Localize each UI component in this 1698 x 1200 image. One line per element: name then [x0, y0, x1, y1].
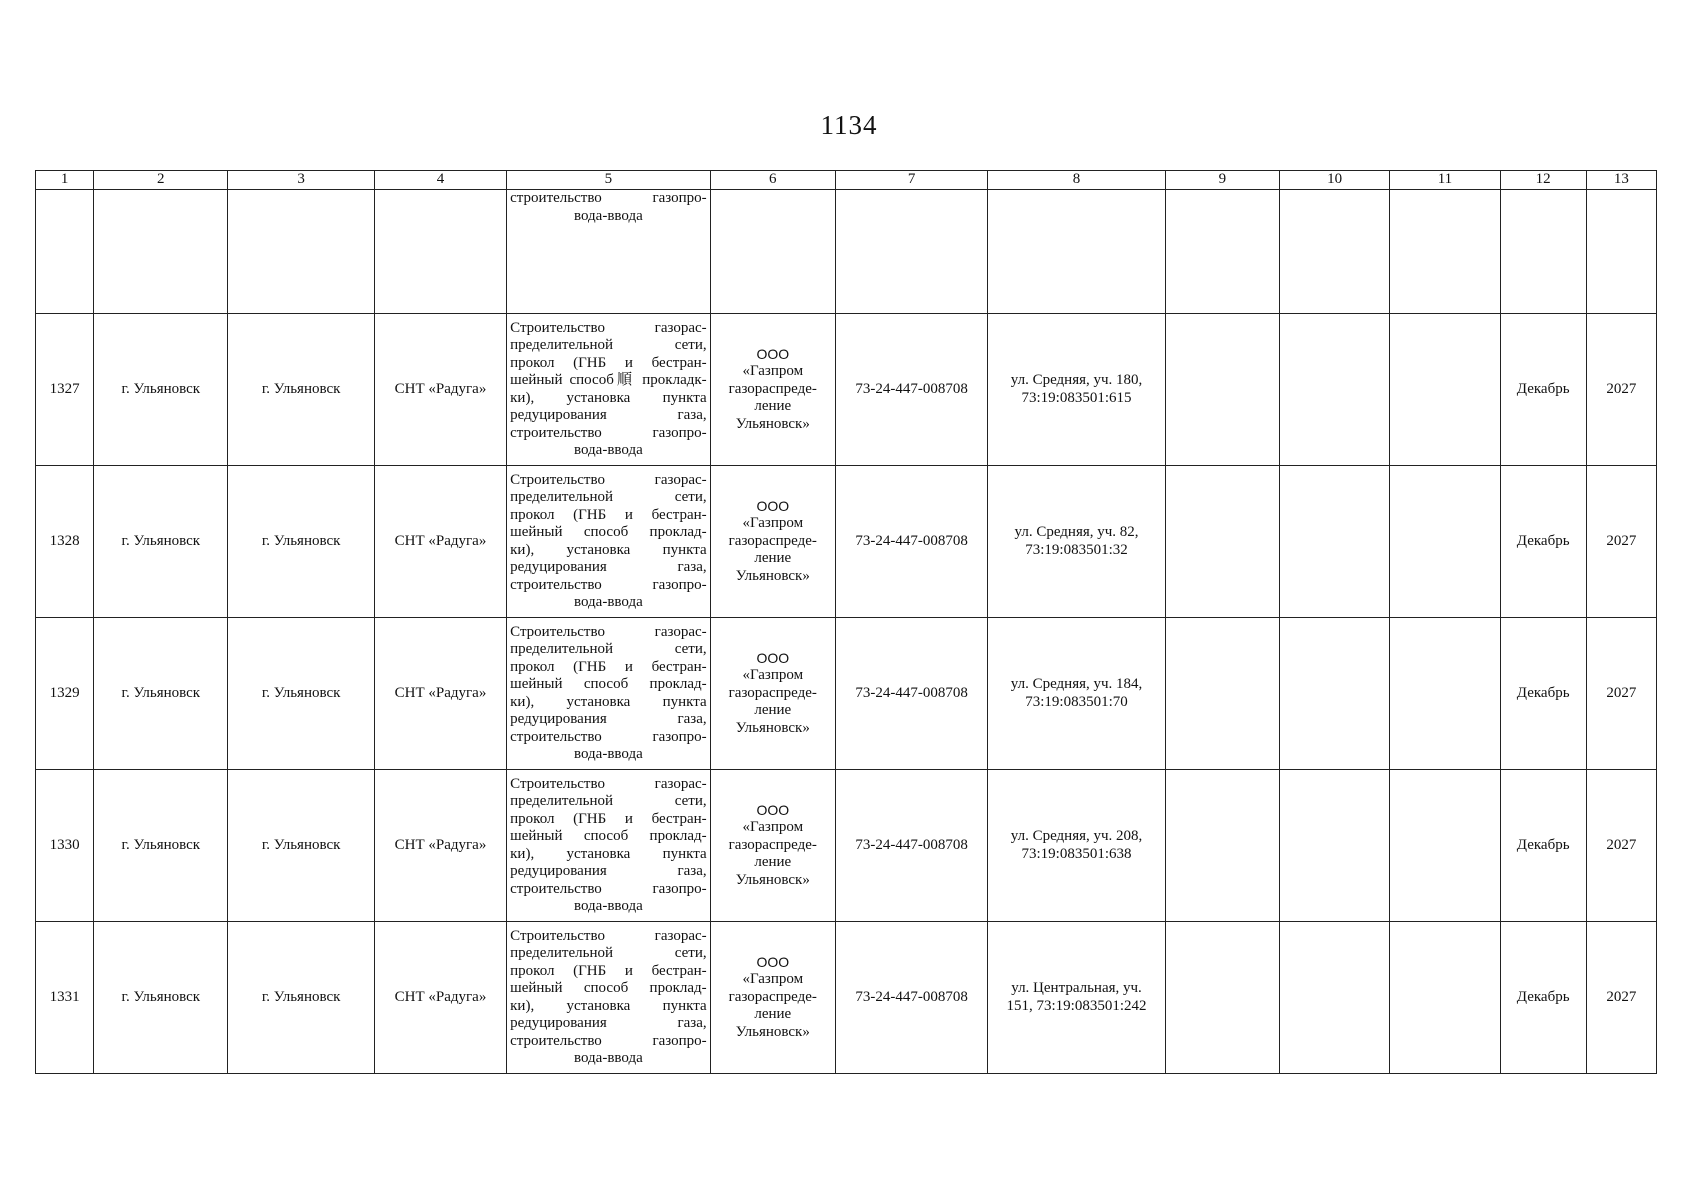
- cell-line: ление: [754, 702, 792, 719]
- district-cell: г. Ульяновск: [94, 618, 228, 770]
- cell-line: шейный способ проклад-: [510, 828, 707, 844]
- locality-cell: г. Ульяновск: [228, 314, 374, 466]
- table-row: [36, 770, 1657, 922]
- continued-row: [36, 190, 1657, 314]
- year-cell: 2027: [1586, 314, 1656, 466]
- column-header-5: 5: [507, 171, 711, 190]
- table-row: [36, 922, 1657, 1074]
- cell-line: строительство газопро-: [510, 576, 707, 593]
- cell-col-11: [1390, 922, 1500, 1074]
- work-description-cell: [507, 618, 711, 770]
- cell-col-9: [1165, 770, 1279, 922]
- cell-line: Ульяновск»: [735, 1023, 810, 1040]
- table-row: [36, 466, 1657, 618]
- cell-col-11: [1390, 190, 1500, 314]
- month-cell: Декабрь: [1500, 314, 1586, 466]
- address-cell: [988, 770, 1165, 922]
- cell-line: ление: [754, 550, 792, 567]
- locality-cell: г. Ульяновск: [228, 770, 374, 922]
- table-row: [36, 618, 1657, 770]
- locality-cell: г. Ульяновск: [228, 466, 374, 618]
- address-cell: [988, 618, 1165, 770]
- cell-line: «Газпром: [742, 667, 804, 684]
- cell-line: газораспреде-: [728, 988, 817, 1005]
- cell-line: «Газпром: [742, 819, 804, 836]
- district-cell: г. Ульяновск: [94, 770, 228, 922]
- cell-line: ление: [754, 854, 792, 871]
- column-header-2: 2: [94, 171, 228, 190]
- district-cell: г. Ульяновск: [94, 314, 228, 466]
- cell-col-4: [374, 190, 506, 314]
- cell-line: ки), установка пункта: [510, 997, 707, 1014]
- row-number: 1331: [36, 922, 94, 1074]
- organization-cell: [710, 314, 835, 466]
- code-cell: 73-24-447-008708: [835, 922, 987, 1074]
- cell-line: строительство газопро-: [510, 424, 707, 441]
- cell-line: «Газпром: [742, 971, 804, 988]
- cell-line: прокол (ГНБ и бестран-: [510, 658, 707, 675]
- cell-line: Строительство газорас-: [510, 927, 707, 944]
- cell-line: пределительной сети,: [510, 793, 707, 809]
- cell-col-3: [228, 190, 374, 314]
- cell-line: прокол (ГНБ и бестран-: [510, 506, 707, 523]
- year-cell: 2027: [1586, 922, 1656, 1074]
- district-cell: г. Ульяновск: [94, 466, 228, 618]
- cell-line: пределительной сети,: [510, 337, 707, 353]
- row-number: 1327: [36, 314, 94, 466]
- year-cell: 2027: [1586, 618, 1656, 770]
- cell-line: ление: [754, 398, 792, 415]
- object-cell: СНТ «Радуга»: [374, 770, 506, 922]
- cell-line: газораспреде-: [728, 836, 817, 853]
- column-header-10: 10: [1280, 171, 1390, 190]
- cell-line: вода-ввода: [574, 594, 643, 610]
- work-description-cell: [507, 466, 711, 618]
- column-header-12: 12: [1500, 171, 1586, 190]
- cell-line: вода-ввода: [574, 207, 643, 224]
- organization-cell: [710, 466, 835, 618]
- cell-line: Строительство газорас-: [510, 319, 707, 336]
- month-cell: Декабрь: [1500, 618, 1586, 770]
- table-body: [36, 171, 1657, 1074]
- column-header-4: 4: [374, 171, 506, 190]
- cell-line: газораспреде-: [728, 532, 817, 549]
- cell-line: строительство газопро-: [510, 880, 707, 897]
- cell-line: ООО: [756, 801, 790, 818]
- table-row: [36, 314, 1657, 466]
- cell-line: прокол (ГНБ и бестран-: [510, 962, 707, 979]
- district-cell: г. Ульяновск: [94, 922, 228, 1074]
- cell-col-8: [988, 190, 1165, 314]
- cell-line: ООО: [756, 649, 790, 666]
- cell-line: ки), установка пункта: [510, 541, 707, 558]
- object-cell: СНТ «Радуга»: [374, 618, 506, 770]
- header-row: [36, 171, 1657, 190]
- cell-col-9: [1165, 618, 1279, 770]
- cell-line: Ульяновск»: [735, 567, 810, 584]
- column-header-11: 11: [1390, 171, 1500, 190]
- cell-line: прокол (ГНБ и бестран-: [510, 810, 707, 827]
- work-description-cell: [507, 314, 711, 466]
- cell-line: ул. Средняя, уч. 184,: [1010, 676, 1143, 692]
- month-cell: Декабрь: [1500, 466, 1586, 618]
- cell-line: газораспреде-: [728, 380, 817, 397]
- cell-col-6: [710, 190, 835, 314]
- cell-line: 73:19:083501:615: [1021, 389, 1132, 406]
- code-cell: 73-24-447-008708: [835, 618, 987, 770]
- work-description-cell: [507, 770, 711, 922]
- register-table: [35, 170, 1657, 1074]
- month-cell: Декабрь: [1500, 770, 1586, 922]
- cell-col-11: [1390, 466, 1500, 618]
- column-header-7: 7: [835, 171, 987, 190]
- organization-cell: [710, 618, 835, 770]
- object-cell: СНТ «Радуга»: [374, 466, 506, 618]
- object-cell: СНТ «Радуга»: [374, 922, 506, 1074]
- cell-line: ООО: [756, 953, 790, 970]
- cell-col-13: [1586, 190, 1656, 314]
- address-cell: [988, 922, 1165, 1074]
- cell-line: «Газпром: [742, 515, 804, 532]
- work-description-cell: [507, 922, 711, 1074]
- month-cell: Декабрь: [1500, 922, 1586, 1074]
- cell-col-5: [507, 190, 711, 314]
- column-header-8: 8: [988, 171, 1165, 190]
- cell-line: Строительство газорас-: [510, 775, 707, 792]
- row-number: 1328: [36, 466, 94, 618]
- cell-col-9: [1165, 314, 1279, 466]
- locality-cell: г. Ульяновск: [228, 922, 374, 1074]
- cell-line: пределительной сети,: [510, 945, 707, 961]
- cell-line: 151, 73:19:083501:242: [1006, 997, 1147, 1014]
- address-cell: [988, 466, 1165, 618]
- column-header-9: 9: [1165, 171, 1279, 190]
- cell-col-11: [1390, 618, 1500, 770]
- cell-col-10: [1280, 190, 1390, 314]
- column-header-13: 13: [1586, 171, 1656, 190]
- cell-line: строительство газопро-: [510, 1032, 707, 1049]
- cell-line: ул. Средняя, уч. 180,: [1010, 372, 1143, 388]
- cell-line: Ульяновск»: [735, 415, 810, 432]
- column-header-3: 3: [228, 171, 374, 190]
- cell-col-10: [1280, 770, 1390, 922]
- cell-line: строительство газопро-: [510, 190, 707, 206]
- column-header-6: 6: [710, 171, 835, 190]
- column-header-1: 1: [36, 171, 94, 190]
- cell-line: прокол (ГНБ и бестран-: [510, 354, 707, 371]
- year-cell: 2027: [1586, 770, 1656, 922]
- cell-line: вода-ввода: [574, 442, 643, 458]
- year-cell: 2027: [1586, 466, 1656, 618]
- cell-line: пределительной сети,: [510, 641, 707, 657]
- cell-line: ки), установка пункта: [510, 693, 707, 710]
- cell-col-7: [835, 190, 987, 314]
- cell-line: Строительство газорас-: [510, 471, 707, 488]
- cell-line: ление: [754, 1006, 792, 1023]
- row-number: 1329: [36, 618, 94, 770]
- cell-col-10: [1280, 466, 1390, 618]
- cell-col-10: [1280, 314, 1390, 466]
- cell-col-9: [1165, 466, 1279, 618]
- locality-cell: г. Ульяновск: [228, 618, 374, 770]
- cell-line: ки), установка пункта: [510, 389, 707, 406]
- cell-line: редуцирования газа,: [510, 863, 707, 879]
- cell-col-12: [1500, 190, 1586, 314]
- cell-line: Строительство газорас-: [510, 623, 707, 640]
- object-cell: СНТ «Радуга»: [374, 314, 506, 466]
- code-cell: 73-24-447-008708: [835, 770, 987, 922]
- cell-line: вода-ввода: [574, 1050, 643, 1066]
- cell-col-9: [1165, 922, 1279, 1074]
- cell-col-2: [94, 190, 228, 314]
- cell-line: газораспреде-: [728, 684, 817, 701]
- cell-line: ул. Средняя, уч. 82,: [1014, 524, 1139, 540]
- code-cell: 73-24-447-008708: [835, 314, 987, 466]
- cell-line: ул. Центральная, уч.: [1011, 980, 1142, 996]
- cell-line: Ульяновск»: [735, 719, 810, 736]
- cell-line: шейный способ проклад-: [510, 676, 707, 692]
- cell-line: строительство газопро-: [510, 728, 707, 745]
- cell-line: шейный способ проклад-: [510, 980, 707, 996]
- cell-line: 73:19:083501:70: [1025, 693, 1128, 710]
- row-number: 1330: [36, 770, 94, 922]
- page-number: 1134: [820, 110, 878, 140]
- cell-line: ки), установка пункта: [510, 845, 707, 862]
- cell-line: «Газпром: [742, 363, 804, 380]
- cell-line: ООО: [756, 345, 790, 362]
- cell-line: шейный способ順 прокладк-: [510, 372, 707, 388]
- cell-col-9: [1165, 190, 1279, 314]
- cell-line: 73:19:083501:638: [1021, 845, 1132, 862]
- cell-col-11: [1390, 314, 1500, 466]
- organization-cell: [710, 770, 835, 922]
- cell-line: редуцирования газа,: [510, 1015, 707, 1031]
- cell-line: ул. Средняя, уч. 208,: [1010, 828, 1143, 844]
- organization-cell: [710, 922, 835, 1074]
- code-cell: 73-24-447-008708: [835, 466, 987, 618]
- cell-line: шейный способ проклад-: [510, 524, 707, 540]
- address-cell: [988, 314, 1165, 466]
- cell-line: редуцирования газа,: [510, 711, 707, 727]
- cell-line: пределительной сети,: [510, 489, 707, 505]
- cell-line: ООО: [756, 497, 790, 514]
- cell-col-11: [1390, 770, 1500, 922]
- cell-col-10: [1280, 618, 1390, 770]
- cell-line: вода-ввода: [574, 746, 643, 762]
- cell-line: 73:19:083501:32: [1025, 541, 1128, 558]
- cell-line: редуцирования газа,: [510, 559, 707, 575]
- cell-line: Ульяновск»: [735, 871, 810, 888]
- cell-col-10: [1280, 922, 1390, 1074]
- cell-line: редуцирования газа,: [510, 407, 707, 423]
- cell-line: вода-ввода: [574, 898, 643, 914]
- cell-col-1: [36, 190, 94, 314]
